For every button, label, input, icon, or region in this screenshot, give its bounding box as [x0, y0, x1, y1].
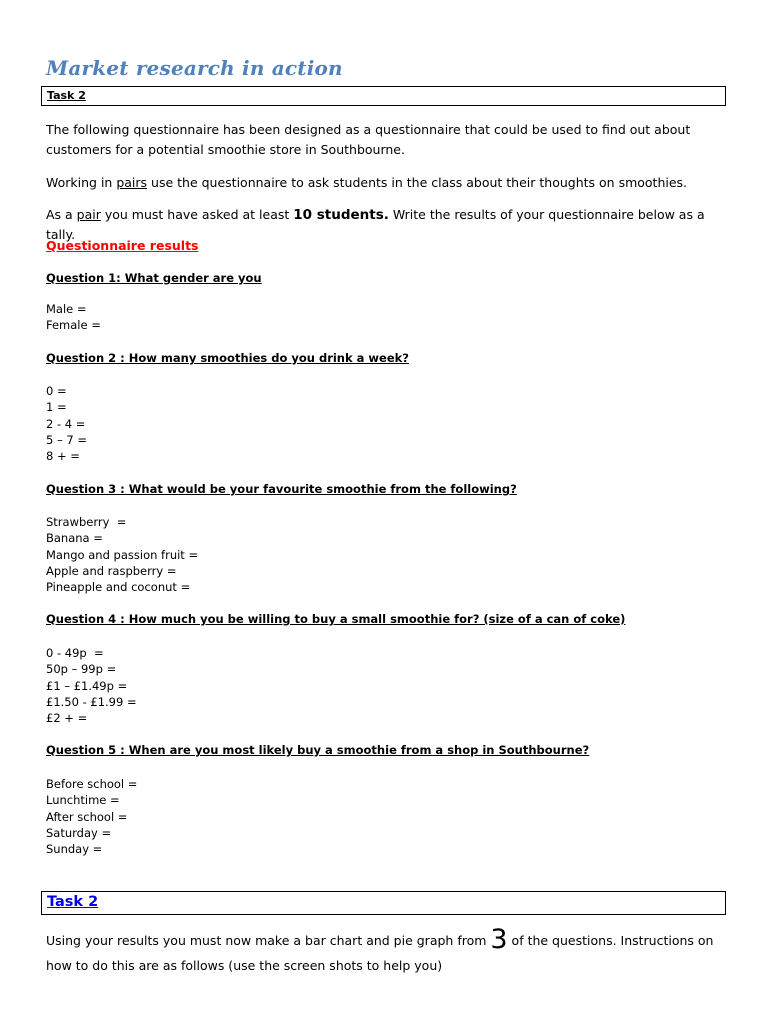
option-line: Female = — [46, 318, 101, 333]
option-line: Apple and raspberry = — [46, 563, 177, 578]
text-run: Using your results you must now make a bar chart and pie graph from — [46, 933, 491, 948]
text-run: of the questions. Instructions on how to do this are as follows (use the screen shots to help you) — [46, 933, 714, 973]
intro-paragraph-2 — [46, 173, 728, 193]
option-line: Mango and passion fruit = — [46, 547, 199, 562]
document-title: Market research in action — [46, 56, 343, 80]
option-line: Lunchtime = — [46, 793, 120, 808]
question-2-heading: Question 2 : How many smoothies do you drink a week? — [46, 351, 409, 365]
underlined-word: pair — [76, 207, 101, 222]
option-line: 8 + = — [46, 449, 80, 464]
question-4-options — [46, 645, 137, 726]
option-line: Banana = — [46, 531, 103, 546]
bold-text: 10 students. — [293, 207, 389, 223]
option-line: Sunday = — [46, 842, 103, 857]
question-3-heading: Question 3 : What would be your favourite smoothie from the following? — [46, 482, 517, 496]
question-3-options — [46, 514, 198, 595]
option-line: £2 + = — [46, 711, 88, 726]
outro-paragraph — [46, 924, 728, 978]
option-line: 5 – 7 = — [46, 432, 87, 447]
intro-paragraph-1: The following questionnaire has been designed as a questionnaire that could be used to find out about customers for a potential smoothie store in Southbourne. — [46, 122, 691, 157]
text-run: use the questionnaire to ask students in the class about their thoughts on smoothies. — [147, 175, 688, 190]
text-run: As a — [46, 207, 77, 222]
question-1-options — [46, 301, 101, 334]
large-number: 3 — [490, 924, 508, 955]
task-box-2 — [41, 891, 726, 915]
option-line: Pineapple and coconut = — [46, 580, 191, 595]
question-2-options — [46, 383, 87, 464]
underlined-word: pairs — [116, 175, 148, 190]
question-5-heading: Question 5 : When are you most likely buy a smoothie from a shop in Southbourne? — [46, 743, 590, 757]
text-run: Working in — [46, 175, 117, 190]
option-line: After school = — [46, 809, 128, 824]
text-run: Write the results of your questionnaire below as a tally. — [46, 207, 705, 242]
text-run: you must have asked at least — [100, 207, 294, 222]
option-line: 0 = — [46, 384, 67, 398]
option-line: Male = — [46, 302, 87, 316]
question-4-heading: Question 4 : How much you be willing to buy a small smoothie for? (size of a can of coke) — [46, 612, 626, 626]
question-1-heading: Question 1: What gender are you — [46, 271, 262, 285]
task-link[interactable]: Task 2 — [47, 894, 99, 910]
option-line: Strawberry = — [46, 515, 127, 529]
option-line: 2 - 4 = — [46, 416, 86, 431]
option-line: 1 = — [46, 400, 67, 415]
results-heading: Questionnaire results — [46, 238, 199, 253]
option-line: Before school = — [46, 777, 138, 791]
option-line: 50p – 99p = — [46, 662, 117, 677]
option-line: £1.50 - £1.99 = — [46, 694, 137, 709]
question-5-options — [46, 776, 137, 857]
option-line: 0 - 49p = — [46, 646, 104, 660]
option-line: £1 – £1.49p = — [46, 678, 128, 693]
option-line: Saturday = — [46, 825, 112, 840]
task-label: Task 2 — [47, 89, 86, 102]
task-box-1 — [41, 86, 726, 106]
